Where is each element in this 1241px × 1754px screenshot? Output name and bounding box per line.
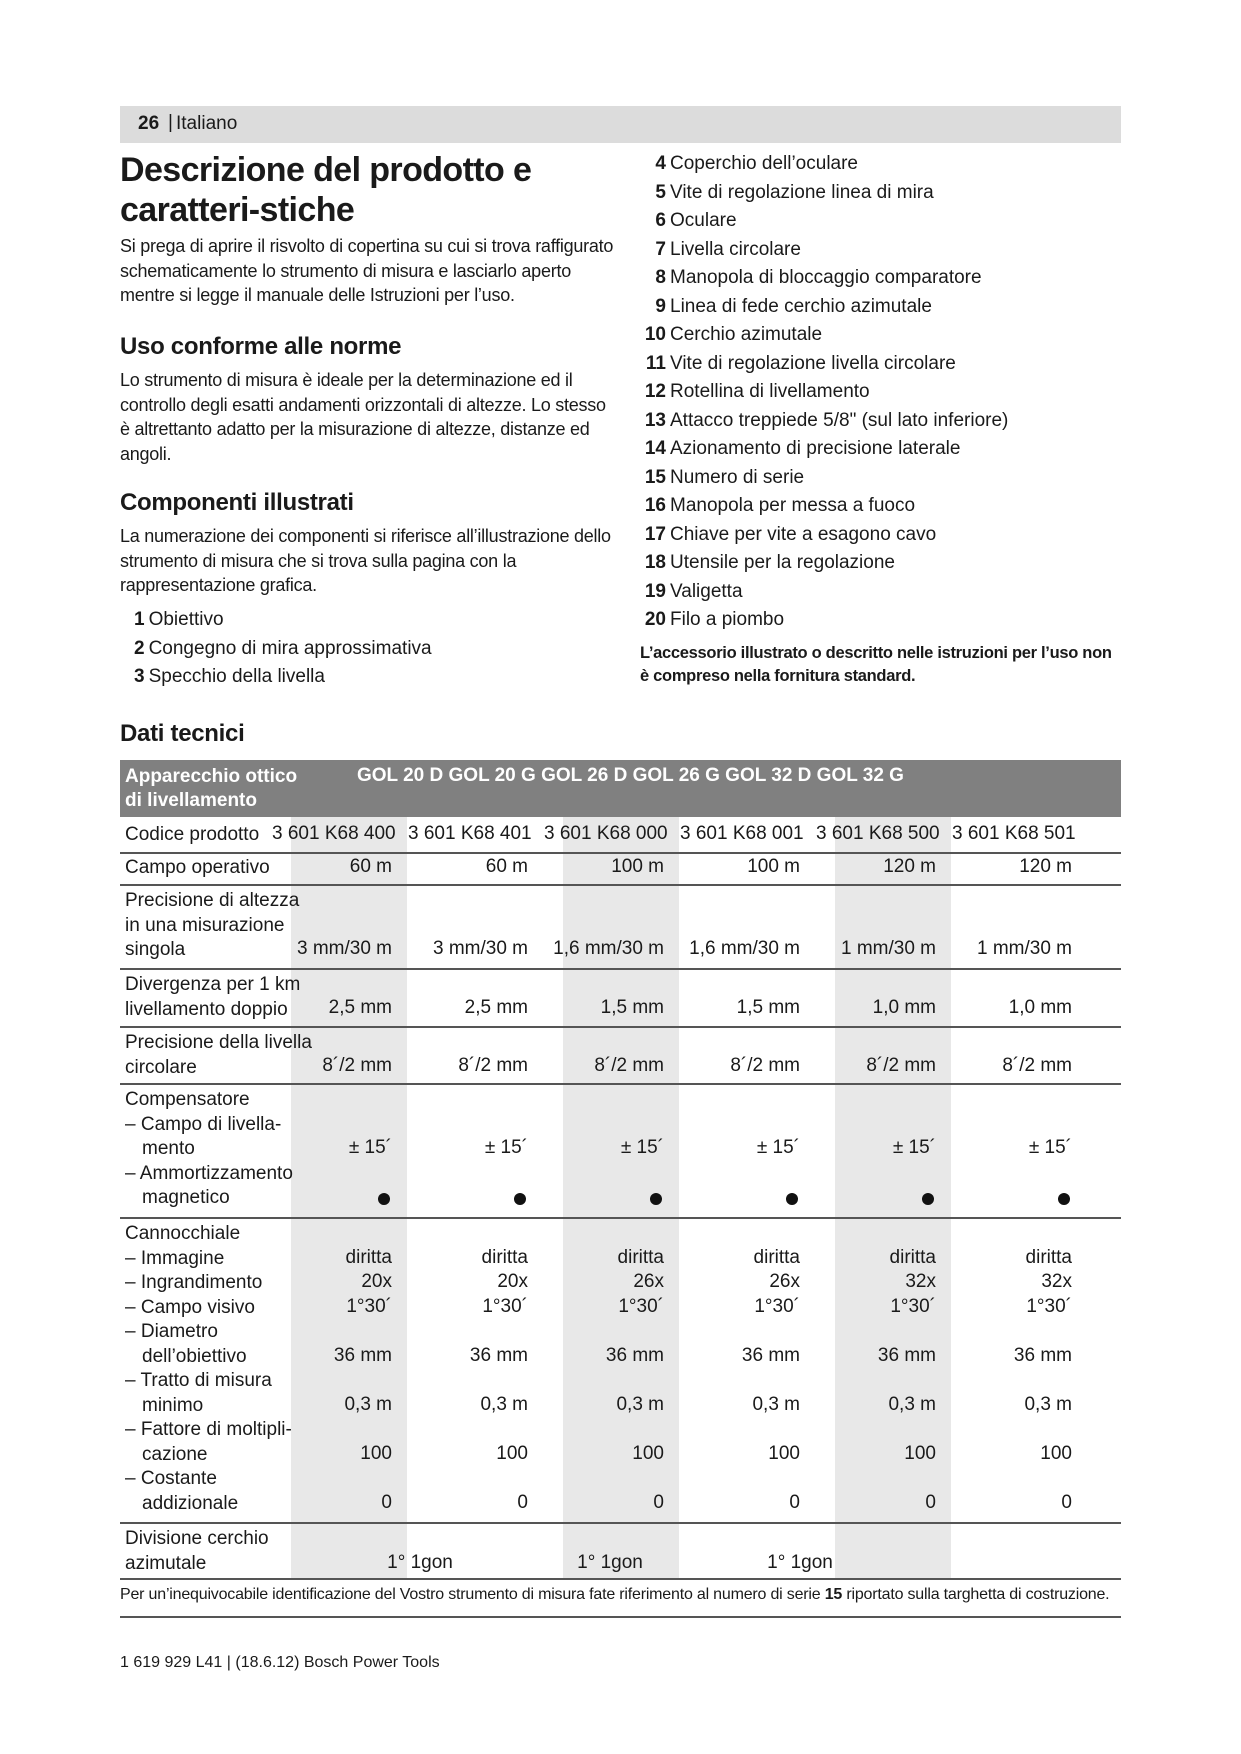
table-cell: 2,5 mm <box>328 997 392 1018</box>
table-cell: ± 15´ <box>1028 1137 1072 1158</box>
header-separator: | <box>168 112 173 133</box>
table-cell: 26x <box>633 1271 664 1292</box>
row-label: azimutale <box>125 1552 207 1574</box>
table-cell: 36 mm <box>877 1344 936 1366</box>
table-cell: 0,3 m <box>480 1393 528 1415</box>
table-cell: 100 <box>632 1442 664 1464</box>
intro-paragraph: Si prega di aprire il risvolto di copertina su cui si trova raffigurato schematicamente lo strumento di misura e lasciarlo aperto mentre si legge il manuale delle Istruzioni per l’uso. <box>120 236 614 305</box>
table-cell: 8´/2 mm <box>594 1055 664 1076</box>
table-cell: 0,3 m <box>888 1393 936 1415</box>
uso-paragraph: Lo strumento di misura è ideale per la determinazione ed il controllo degli esatti andamenti orizzontali di altezze. Lo stesso è altrettanto adatto per la misurazione di altezze, distanze ed angoli. <box>120 370 606 464</box>
list-item: 17 Chiave per vite a esagono cavo <box>644 523 937 545</box>
row-label: cazione <box>142 1443 208 1465</box>
table-cell: 0 <box>925 1491 936 1513</box>
list-item: 13 Attacco treppiede 5/8" (sul lato inferiore) <box>644 409 1009 431</box>
table-cell: 36 mm <box>333 1344 392 1366</box>
row-label: livellamento doppio <box>125 998 288 1020</box>
table-cell: 8´/2 mm <box>322 1055 392 1076</box>
row-label: circolare <box>125 1056 197 1078</box>
table-cell: 1,0 mm <box>1008 997 1072 1018</box>
table-cell: 2,5 mm <box>464 997 528 1018</box>
table-cell: diritta <box>753 1246 800 1268</box>
componenti-paragraph: La numerazione dei componenti si riferisce all’illustrazione dello strumento di misura che si trova sulla pagina con la rappresentazione grafica. <box>120 526 611 595</box>
table-cell: 1°30´ <box>890 1295 936 1317</box>
table-cell: 1°30´ <box>754 1295 800 1317</box>
table-cell: 1° 1gon <box>577 1551 643 1573</box>
table-cell: ± 15´ <box>756 1137 800 1158</box>
list-item: 5 Vite di regolazione linea di mira <box>655 181 934 203</box>
row-label: – Immagine <box>125 1247 225 1269</box>
table-header <box>120 760 1121 817</box>
componenti-heading: Componenti illustrati <box>120 489 354 516</box>
table-cell: 0,3 m <box>616 1393 664 1415</box>
bullet-marker <box>514 1193 526 1205</box>
row-divider <box>120 968 1121 970</box>
row-divider <box>120 852 1121 854</box>
table-cell: 3 601 K68 500 <box>816 823 940 844</box>
row-label: Divisione cerchio <box>125 1528 269 1549</box>
table-cell: 8´/2 mm <box>730 1055 800 1076</box>
list-item: 2 Congegno di mira approssimativa <box>134 637 432 659</box>
table-cell: ± 15´ <box>484 1137 528 1158</box>
table-cell: 26x <box>769 1271 800 1292</box>
table-cell: 1° 1gon <box>767 1551 833 1573</box>
list-item: 6 Oculare <box>655 210 737 231</box>
table-cell: 8´/2 mm <box>458 1055 528 1076</box>
row-divider <box>120 1578 1121 1580</box>
table-cell: 100 m <box>747 856 800 877</box>
table-cell: 3 601 K68 501 <box>952 823 1076 844</box>
row-label: Campo operativo <box>125 857 270 878</box>
table-cell: 60 m <box>349 856 392 877</box>
row-divider <box>120 1083 1121 1085</box>
table-cell: 1°30´ <box>482 1295 528 1317</box>
row-divider <box>120 884 1121 886</box>
accessory-note: L’accessorio illustrato o descritto nelle istruzioni per l’uso non è compreso nella fornitura standard. <box>640 644 1112 685</box>
table-cell: 3 601 K68 400 <box>272 823 396 844</box>
row-label: Compensatore <box>125 1089 250 1110</box>
bullet-marker <box>1058 1193 1070 1205</box>
table-cell: 0 <box>789 1491 800 1513</box>
list-item: 7 Livella circolare <box>655 238 801 260</box>
row-label: – Diametro <box>125 1321 218 1342</box>
table-cell: 1,6 mm/30 m <box>689 938 800 959</box>
row-label: – Tratto di misura <box>125 1370 272 1391</box>
table-cell: 1 mm/30 m <box>840 938 936 959</box>
table-cell: 1,0 mm <box>872 997 936 1018</box>
list-item: 15 Numero di serie <box>644 466 805 488</box>
table-cell: 3 mm/30 m <box>296 938 392 959</box>
bullet-marker <box>378 1193 390 1205</box>
table-cell: 120 m <box>883 856 936 877</box>
table-cell: 1°30´ <box>346 1295 392 1317</box>
list-item: 14 Azionamento di precisione laterale <box>644 438 961 459</box>
table-cell: 3 601 K68 001 <box>680 823 804 844</box>
table-cell: 100 <box>1040 1442 1072 1464</box>
row-label: Precisione della livella <box>125 1032 312 1053</box>
table-cell: 100 m <box>611 856 664 877</box>
table-cell: diritta <box>481 1246 528 1268</box>
row-label: – Costante <box>125 1468 217 1489</box>
uso-heading: Uso conforme alle norme <box>120 333 402 360</box>
table-cell: ± 15´ <box>620 1137 664 1158</box>
table-cell: 36 mm <box>741 1344 800 1366</box>
list-item: 4 Coperchio dell’oculare <box>655 153 858 174</box>
component-list-right <box>640 150 1008 635</box>
table-cell: 0,3 m <box>344 1393 392 1415</box>
table-cell: diritta <box>889 1246 936 1268</box>
table-cell: diritta <box>345 1246 392 1268</box>
list-item: 20 Filo a piombo <box>644 609 785 630</box>
table-cell: 20x <box>361 1271 392 1292</box>
row-label: Divergenza per 1 km <box>125 974 301 995</box>
page-footer: 1 619 929 L41 | (18.6.12) Bosch Power Tools <box>120 1654 440 1671</box>
list-item: 9 Linea di fede cerchio azimutale <box>655 295 932 317</box>
page-title: Descrizione del prodotto e caratteri-stiche <box>120 151 532 229</box>
table-cell: 3 601 K68 401 <box>408 823 532 844</box>
table-cell: 60 m <box>485 856 528 877</box>
table-cell: 20x <box>497 1271 528 1292</box>
row-label: singola <box>125 939 186 960</box>
table-cell: 1°30´ <box>1026 1295 1072 1317</box>
row-divider <box>120 1217 1121 1219</box>
table-title-line: Apparecchio ottico <box>125 766 298 787</box>
table-cell: 8´/2 mm <box>1002 1055 1072 1076</box>
page-header <box>120 106 1121 143</box>
table-cell: 0 <box>1061 1491 1072 1513</box>
row-label: magnetico <box>142 1187 230 1208</box>
table-cell: 1,5 mm <box>600 997 664 1018</box>
table-cell: ± 15´ <box>892 1137 936 1158</box>
table-cell: diritta <box>617 1246 664 1268</box>
table-cell: 1°30´ <box>618 1295 664 1317</box>
table-cell: 100 <box>496 1442 528 1464</box>
list-item: 3 Specchio della livella <box>134 666 325 687</box>
table-cell: ± 15´ <box>348 1137 392 1158</box>
row-label: – Fattore di moltipli- <box>125 1419 292 1440</box>
list-item: 11 Vite di regolazione livella circolare <box>645 352 956 374</box>
row-label: addizionale <box>142 1492 239 1514</box>
table-title <box>125 765 305 813</box>
table-cell: 1,6 mm/30 m <box>553 938 664 959</box>
model-headers: GOL 20 D GOL 20 G GOL 26 D GOL 26 G GOL 32 D GOL 32 G <box>357 765 904 786</box>
list-item: 10 Cerchio azimutale <box>644 324 823 345</box>
list-item: 19 Valigetta <box>644 580 743 602</box>
table-cell: 100 <box>768 1442 800 1464</box>
table-cell: 3 601 K68 000 <box>544 823 668 844</box>
row-label: Codice prodotto <box>125 824 260 845</box>
table-cell: 36 mm <box>1013 1344 1072 1366</box>
table-cell: 3 mm/30 m <box>432 938 528 959</box>
table-title-line: di livellamento <box>125 790 257 811</box>
list-item: 18 Utensile per la regolazione <box>644 552 895 573</box>
header-language: Italiano <box>176 113 238 134</box>
table-cell: 100 <box>904 1442 936 1464</box>
table-cell: 0 <box>517 1491 528 1513</box>
bullet-marker <box>786 1193 798 1205</box>
table-cell: 100 <box>360 1442 392 1464</box>
row-label: in una misurazione <box>125 914 285 936</box>
table-cell: 0,3 m <box>752 1393 800 1415</box>
row-label: minimo <box>142 1394 204 1416</box>
table-cell: 36 mm <box>605 1344 664 1366</box>
table-bottom-rule <box>120 1616 1121 1618</box>
table-cell: 120 m <box>1019 856 1072 877</box>
bullet-marker <box>650 1193 662 1205</box>
row-label: – Ingrandimento <box>125 1272 263 1293</box>
row-label: – Campo visivo <box>125 1296 255 1318</box>
row-label: mento <box>142 1138 195 1159</box>
row-label: Precisione di altezza <box>125 890 300 911</box>
table-cell: 32x <box>1041 1271 1072 1292</box>
table-cell: 1 mm/30 m <box>976 938 1072 959</box>
table-cell: 1° 1gon <box>387 1551 453 1573</box>
table-cell: 8´/2 mm <box>866 1055 936 1076</box>
list-item: 8 Manopola di bloccaggio comparatore <box>655 267 982 288</box>
table-cell: 32x <box>905 1271 936 1292</box>
row-divider <box>120 1522 1121 1524</box>
row-label: – Ammortizzamento <box>125 1162 293 1184</box>
row-label: dell’obiettivo <box>142 1345 247 1367</box>
table-cell: 0 <box>381 1491 392 1513</box>
table-cell: diritta <box>1025 1246 1072 1268</box>
table-cell: 36 mm <box>469 1344 528 1366</box>
table-cell: 0,3 m <box>1024 1393 1072 1415</box>
table-cell: 0 <box>653 1491 664 1513</box>
list-item: 12 Rotellina di livellamento <box>644 381 870 402</box>
table-cell: 1,5 mm <box>736 997 800 1018</box>
row-divider <box>120 1026 1121 1028</box>
row-label: Cannocchiale <box>125 1223 241 1244</box>
dati-heading: Dati tecnici <box>120 720 245 747</box>
page-number: 26 <box>138 113 160 134</box>
table-footnote: Per un’inequivocabile identificazione del Vostro strumento di misura fate riferimento al numero di serie 15 riportato sulla targhetta di costruzione. <box>120 1586 1110 1603</box>
component-list-left <box>134 606 432 692</box>
list-item: 1 Obiettivo <box>134 609 224 630</box>
row-label: – Campo di livella- <box>125 1113 282 1135</box>
bullet-marker <box>922 1193 934 1205</box>
list-item: 16 Manopola per messa a fuoco <box>644 495 916 516</box>
